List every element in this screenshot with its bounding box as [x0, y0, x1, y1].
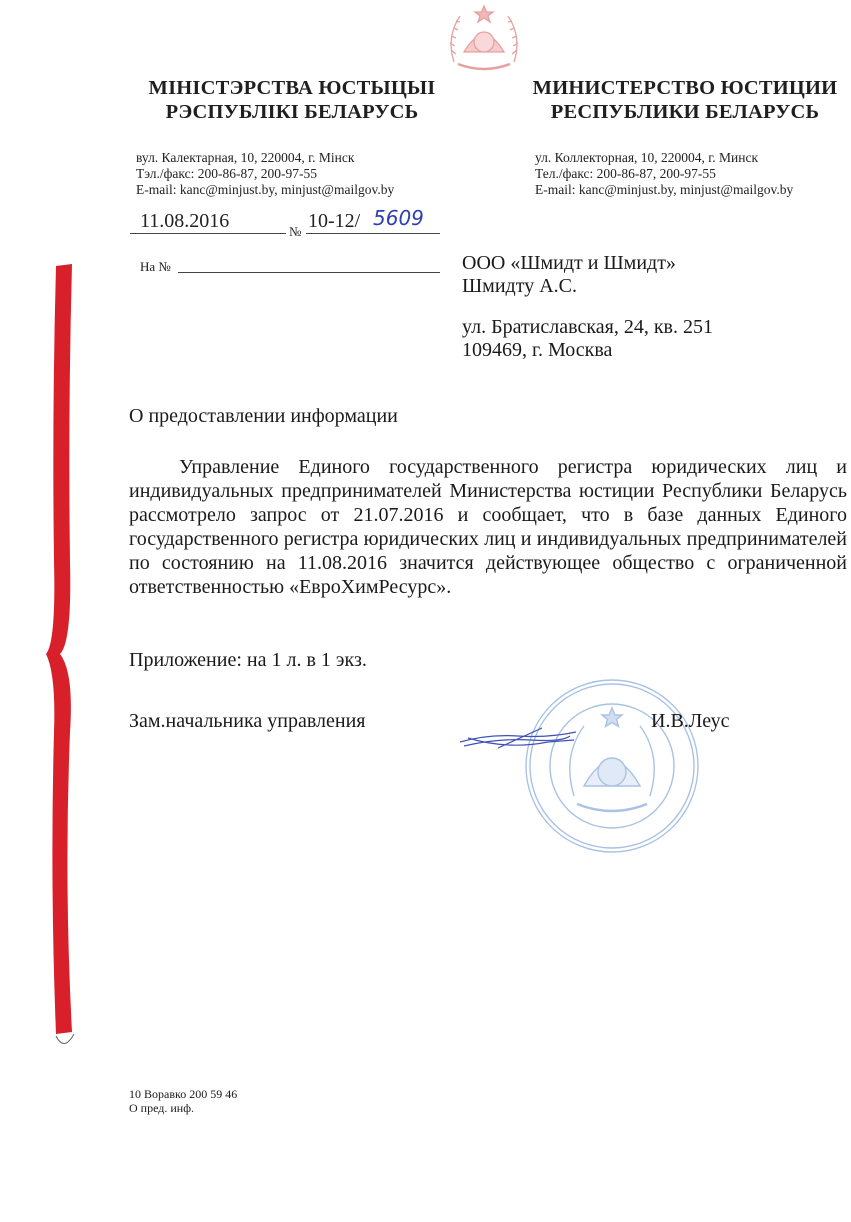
- ministry-address-belarusian: [136, 150, 394, 198]
- letter-date: 11.08.2016: [140, 210, 230, 232]
- reference-label: На №: [140, 259, 171, 274]
- recipient-city: 109469, г. Москва: [462, 339, 613, 361]
- ministry-address-russian: [535, 150, 793, 198]
- ministry-title-ru-line1: МИНИСТЕРСТВО ЮСТИЦИИ: [532, 77, 838, 99]
- binding-ribbon: [34, 262, 86, 1050]
- address-line: ул. Коллекторная, 10, 220004, г. Минск: [535, 150, 759, 165]
- number-underline: [306, 233, 440, 234]
- attachment-note: Приложение: на 1 л. в 1 экз.: [129, 649, 367, 671]
- letter-number: 10-12/: [308, 210, 361, 232]
- signatory-name: И.В.Леус: [651, 710, 730, 732]
- reference-underline: [178, 272, 440, 273]
- ministry-title-russian: [520, 76, 850, 124]
- ministry-title-be-line1: МІНІСТЭРСТВА ЮСТЫЦЫІ: [148, 77, 436, 99]
- official-stamp-icon: [522, 676, 702, 856]
- ministry-title-be-line2: РЭСПУБЛІКІ БЕЛАРУСЬ: [165, 101, 419, 123]
- state-emblem-icon: [442, 2, 526, 72]
- phone-line: Тел./факс: 200-86-87, 200-97-55: [535, 166, 716, 181]
- recipient-block: [462, 252, 676, 298]
- recipient-address: [462, 316, 713, 362]
- recipient-company: ООО «Шмидт и Шмидт»: [462, 252, 676, 274]
- executor-line: 10 Воравко 200 59 46: [129, 1087, 238, 1101]
- email-line: E-mail: kanc@minjust.by, minjust@mailgov.by: [136, 182, 395, 197]
- address-line: вул. Калектарная, 10, 220004, г. Мінск: [136, 150, 355, 165]
- handwritten-signature: [458, 720, 580, 756]
- executor-note: [129, 1087, 237, 1115]
- ministry-title-belarusian: [128, 76, 456, 124]
- recipient-person: Шмидту А.С.: [462, 275, 577, 297]
- phone-line: Тэл./факс: 200-86-87, 200-97-55: [136, 166, 317, 181]
- date-underline: [130, 233, 286, 234]
- file-ref-line: О пред. инф.: [129, 1101, 194, 1115]
- letter-body: Управление Единого государственного регистра юридических лиц и индивидуальных предпринимателей Министерства юстиции Республики Беларусь рассмотрело запрос от 21.07.2016 и сообщает, что в базе данных Единого государственного регистра юридических лиц и индивидуальных предпринимателей по состоянию на 11.08.2016 значится действующее общество с ограниченной ответственностью «ЕвроХимРесурс».: [129, 456, 847, 598]
- recipient-street: ул. Братиславская, 24, кв. 251: [462, 316, 713, 338]
- letter-subject: О предоставлении информации: [129, 405, 398, 427]
- number-sign: №: [289, 224, 302, 239]
- ministry-title-ru-line2: РЕСПУБЛИКИ БЕЛАРУСЬ: [550, 101, 820, 123]
- email-line: E-mail: kanc@minjust.by, minjust@mailgov.by: [535, 182, 794, 197]
- letter-number-handwritten: 5609: [373, 206, 424, 230]
- signatory-title: Зам.начальника управления: [129, 710, 366, 732]
